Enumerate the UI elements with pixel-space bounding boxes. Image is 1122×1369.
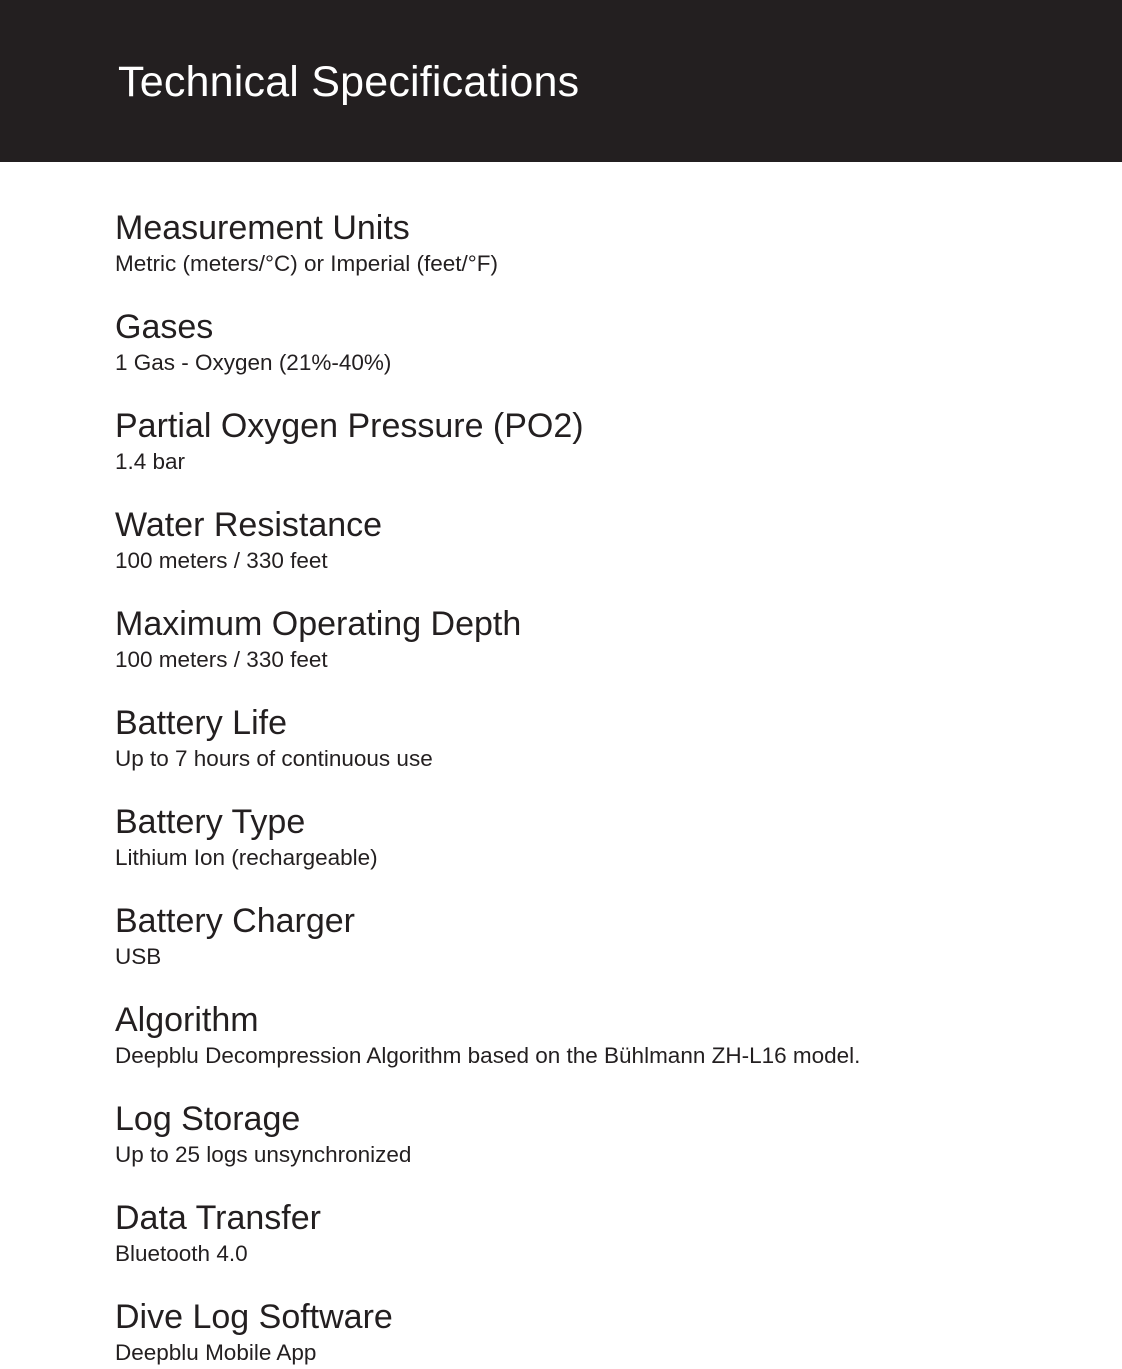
spec-value: 1 Gas - Oxygen (21%-40%) bbox=[115, 350, 392, 375]
spec-label: Measurement Units bbox=[115, 209, 410, 247]
page-title: Technical Specifications bbox=[118, 58, 580, 106]
spec-item-dive-log-software bbox=[115, 1296, 1095, 1369]
spec-item-algorithm bbox=[115, 999, 1095, 1098]
spec-item-measurement-units bbox=[115, 207, 1095, 306]
spec-value: 1.4 bar bbox=[115, 449, 186, 474]
spec-item-log-storage bbox=[115, 1098, 1095, 1197]
spec-value: Deepblu Mobile App bbox=[115, 1340, 317, 1365]
spec-value: Up to 25 logs unsynchronized bbox=[115, 1142, 412, 1167]
spec-label: Data Transfer bbox=[115, 1199, 321, 1237]
spec-item-battery-life bbox=[115, 702, 1095, 801]
spec-label: Battery Type bbox=[115, 803, 306, 841]
spec-value: Deepblu Decompression Algorithm based on the Bühlmann ZH-L16 model. bbox=[115, 1043, 861, 1068]
spec-label: Battery Life bbox=[115, 704, 287, 742]
spec-item-battery-charger bbox=[115, 900, 1095, 999]
spec-label: Dive Log Software bbox=[115, 1298, 393, 1336]
spec-value: Metric (meters/°C) or Imperial (feet/°F) bbox=[115, 251, 499, 276]
spec-item-data-transfer bbox=[115, 1197, 1095, 1296]
spec-label: Partial Oxygen Pressure (PO2) bbox=[115, 407, 584, 445]
spec-label: Battery Charger bbox=[115, 902, 355, 940]
spec-label: Water Resistance bbox=[115, 506, 383, 544]
spec-item-maximum-operating-depth bbox=[115, 603, 1095, 702]
spec-list bbox=[115, 207, 1095, 1369]
spec-label: Gases bbox=[115, 308, 214, 346]
spec-item-partial-oxygen-pressure bbox=[115, 405, 1095, 504]
spec-label: Log Storage bbox=[115, 1100, 301, 1138]
header-bar bbox=[0, 0, 1122, 162]
spec-value: Up to 7 hours of continuous use bbox=[115, 746, 433, 771]
spec-value: Bluetooth 4.0 bbox=[115, 1241, 248, 1266]
spec-label: Algorithm bbox=[115, 1001, 259, 1039]
spec-value: USB bbox=[115, 944, 162, 969]
spec-value: Lithium Ion (rechargeable) bbox=[115, 845, 378, 870]
spec-value: 100 meters / 330 feet bbox=[115, 548, 328, 573]
spec-item-water-resistance bbox=[115, 504, 1095, 603]
spec-value: 100 meters / 330 feet bbox=[115, 647, 328, 672]
spec-item-gases bbox=[115, 306, 1095, 405]
spec-item-battery-type bbox=[115, 801, 1095, 900]
spec-label: Maximum Operating Depth bbox=[115, 605, 522, 643]
